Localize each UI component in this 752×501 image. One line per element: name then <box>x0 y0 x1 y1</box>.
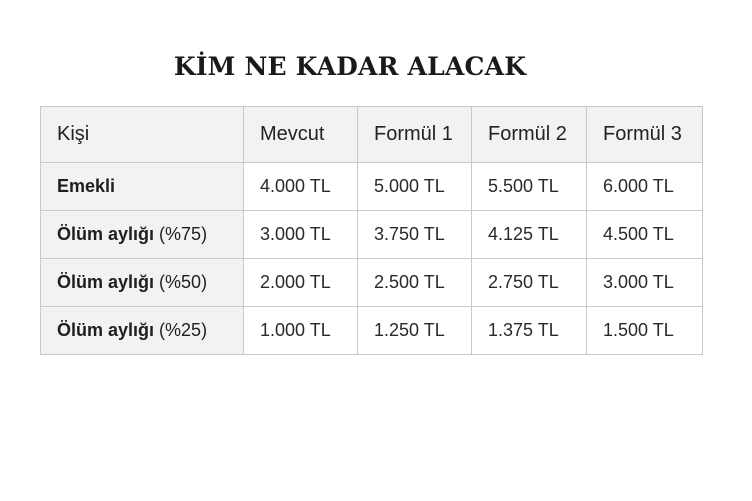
row-label <box>41 259 244 307</box>
table-cell: 4.000 TL <box>244 163 358 211</box>
table-row <box>41 211 703 259</box>
table-cell: 5.500 TL <box>472 163 587 211</box>
table-cell: 2.500 TL <box>358 259 472 307</box>
column-header-formula-2: Formül 2 <box>472 107 587 163</box>
column-header-formula-3: Formül 3 <box>587 107 703 163</box>
row-label-text: Ölüm aylığı <box>57 224 155 244</box>
row-label <box>41 211 244 259</box>
table-cell: 6.000 TL <box>587 163 703 211</box>
row-label <box>41 163 244 211</box>
page-title: KİM NE KADAR ALACAK <box>173 52 527 81</box>
table-cell: 4.500 TL <box>587 211 703 259</box>
table-row <box>41 163 703 211</box>
table-cell: 3.750 TL <box>358 211 472 259</box>
row-label-percent: (%75) <box>159 224 208 244</box>
table-cell: 3.000 TL <box>587 259 703 307</box>
column-header-current: Mevcut <box>244 107 358 163</box>
table-cell: 2.750 TL <box>472 259 587 307</box>
table-cell: 4.125 TL <box>472 211 587 259</box>
row-label-text: Ölüm aylığı <box>57 320 155 340</box>
column-header-formula-1: Formül 1 <box>358 107 472 163</box>
table-header-row <box>41 107 703 163</box>
table-cell: 1.000 TL <box>244 307 358 355</box>
pension-table <box>40 106 703 355</box>
table-cell: 5.000 TL <box>358 163 472 211</box>
row-label-text: Ölüm aylığı <box>57 272 155 292</box>
row-label <box>41 307 244 355</box>
table-row <box>41 259 703 307</box>
table-cell: 3.000 TL <box>244 211 358 259</box>
table-row <box>41 307 703 355</box>
row-label-percent: (%25) <box>159 320 208 340</box>
table-cell: 1.375 TL <box>472 307 587 355</box>
row-label-text: Emekli <box>57 176 116 196</box>
table-cell: 2.000 TL <box>244 259 358 307</box>
row-label-percent: (%50) <box>159 272 208 292</box>
column-header-person: Kişi <box>41 107 244 163</box>
table-cell: 1.500 TL <box>587 307 703 355</box>
table-cell: 1.250 TL <box>358 307 472 355</box>
